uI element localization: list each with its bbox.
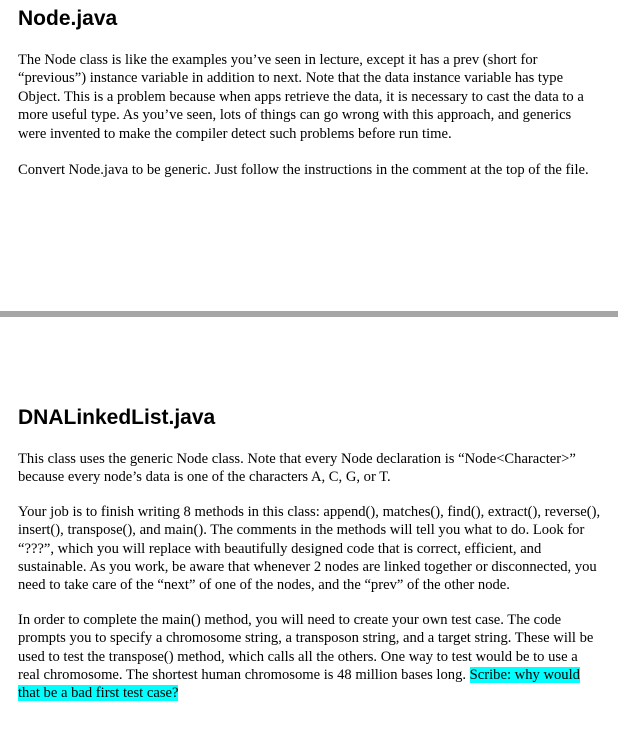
- dnalinkedlist-paragraph-2: Your job is to finish writing 8 methods in this class: append(), matches(), find(), extract(), reverse(), insert(), transpose(), and main(). The comments in the methods will tell you what to do. Look for “???”, which you will replace with beautifully designed code that is correct, efficient, and sustainable. As you work, be aware that whenever 2 nodes are linked together or disconnected, you need to take care of the “next” of one of the nodes, and the “prev” of the other node.: [18, 503, 601, 594]
- dnalinkedlist-heading: DNALinkedList.java: [18, 406, 216, 429]
- node-java-paragraph-1: The Node class is like the examples you’ve seen in lecture, except it has a prev (short for “previous”) instance variable in addition to next. Note that the data instance variable has type Object. This is a problem because when apps retrieve the data, it is necessary to cast the data to a more useful type. As you’ve seen, lots of things can go wrong with this approach, and generics were invented to make the compiler detect such problems before run time.: [18, 52, 584, 142]
- scribe-highlight: Scribe: why would that be a bad first test case?: [18, 667, 580, 702]
- dnalinkedlist-paragraph-1: This class uses the generic Node class. Note that every Node declaration is “Node<Character>” because every node’s data is one of the characters A, C, G, or T.: [18, 451, 576, 486]
- dnalinkedlist-section: [18, 404, 603, 703]
- node-java-section: [18, 0, 603, 179]
- dnalinkedlist-paragraph-3: [18, 611, 603, 703]
- node-java-paragraph-2: Convert Node.java to be generic. Just follow the instructions in the comment at the top of the file.: [18, 162, 589, 179]
- paragraph-3-text: In order to complete the main() method, you will need to create your own test case. The code prompts you to specify a chromosome string, a transposon string, and a target string. These will be used to test the transpose() method, which calls all the others. One way to test would be to use a real chromosome. The shortest human chromosome is 48 million bases long.: [18, 611, 594, 684]
- section-divider: [0, 311, 618, 317]
- node-java-heading: Node.java: [18, 7, 118, 30]
